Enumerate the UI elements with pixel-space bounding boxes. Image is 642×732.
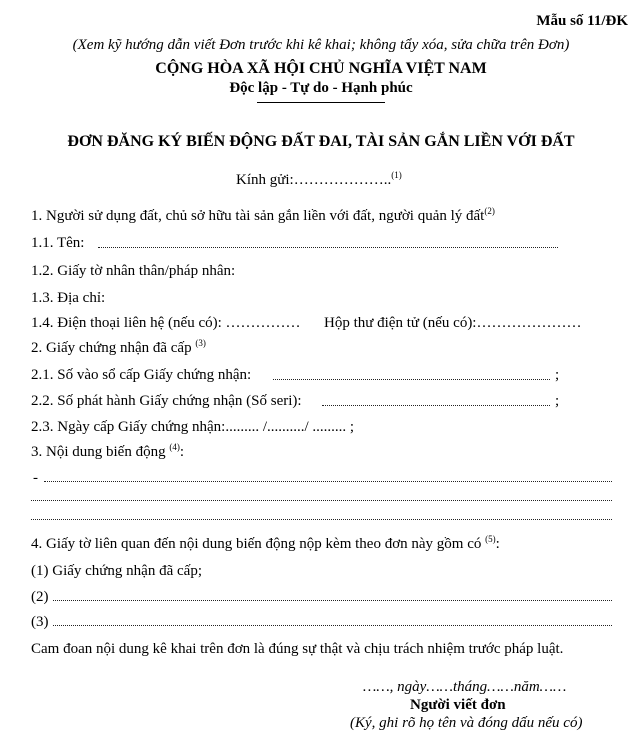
section4-heading-text: 4. Giấy tờ liên quan đến nội dung biến động nộp kèm theo đơn này gồm có [31,536,482,552]
declaration-text: Cam đoan nội dung kê khai trên đơn là đúng sự thật và chịu trách nhiệm trước pháp luật. [31,641,564,657]
change-content-line-3[interactable] [31,519,612,520]
country-name: CỘNG HÒA XÃ HỘI CHỦ NGHĨA VIỆT NAM [155,60,487,77]
section2-heading [31,339,206,357]
name-label: 1.1. Tên: [31,235,85,251]
attachment-item-1: (1) Giấy chứng nhận đã cấp; [31,563,202,579]
change-bullet: - [33,470,38,486]
signature-instruction: (Ký, ghi rõ họ tên và đóng dấu nếu có) [350,715,583,731]
section1-footnote: (2) [484,206,495,216]
national-motto: Độc lập - Tự do - Hạnh phúc [229,80,413,96]
phone-label: 1.4. Điện thoại liên hệ (nếu có): …………… [31,315,301,331]
certificate-serial-semicolon: ; [555,393,560,409]
attachment-item-2-label: (2) [31,589,49,605]
form-title: ĐƠN ĐĂNG KÝ BIẾN ĐỘNG ĐẤT ĐAI, TÀI SẢN GẮN LIỀN VỚI ĐẤT [67,133,575,150]
form-code: Mẫu số 11/ĐK [536,13,628,29]
attachment-item-2-field[interactable] [53,600,612,601]
id-document-label: 1.2. Giấy tờ nhân thân/pháp nhân: [31,263,236,279]
section1-heading [31,207,495,225]
certificate-serial-label: 2.2. Số phát hành Giấy chứng nhận (Số seri): [31,393,302,409]
attachment-item-3-field[interactable] [53,625,612,626]
section4-colon: : [495,536,500,552]
recipient-label: Kính gửi:……………….. [236,172,392,188]
certificate-book-semicolon: ; [555,367,560,383]
email-label: Hộp thư điện tử (nếu có):………………… [324,315,582,331]
motto-underline [257,102,385,103]
section2-heading-text: 2. Giấy chứng nhận đã cấp [31,340,192,356]
certificate-book-label: 2.1. Số vào sổ cấp Giấy chứng nhận: [31,367,252,383]
section2-footnote: (3) [195,338,206,348]
fill-instruction: (Xem kỹ hướng dẫn viết Đơn trước khi kê khai; không tẩy xóa, sửa chữa trên Đơn) [72,37,570,53]
address-label: 1.3. Địa chỉ: [31,290,106,306]
change-content-line-2[interactable] [31,500,612,501]
change-content-line-1[interactable] [44,481,612,482]
name-field[interactable] [98,247,558,248]
recipient-footnote: (1) [391,170,402,180]
recipient-line [236,171,402,189]
section3-heading-text: 3. Nội dung biến động [31,444,166,460]
attachment-item-3-label: (3) [31,614,49,630]
section3-colon: : [179,444,184,460]
section1-heading-text: 1. Người sử dụng đất, chủ sở hữu tài sản gắn liền với đất, người quản lý đất [31,208,485,224]
certificate-date-label: 2.3. Ngày cấp Giấy chứng nhận:......... /........../ ......... ; [31,419,355,435]
section4-footnote: (5) [485,534,496,544]
signature-date-line: ……, ngày……tháng……năm…… [363,679,567,695]
section3-footnote: (4) [169,442,180,452]
signer-title: Người viết đơn [410,697,506,713]
section4-heading [31,535,500,553]
section3-heading [31,443,184,461]
certificate-book-field[interactable] [273,379,550,380]
certificate-serial-field[interactable] [322,405,550,406]
